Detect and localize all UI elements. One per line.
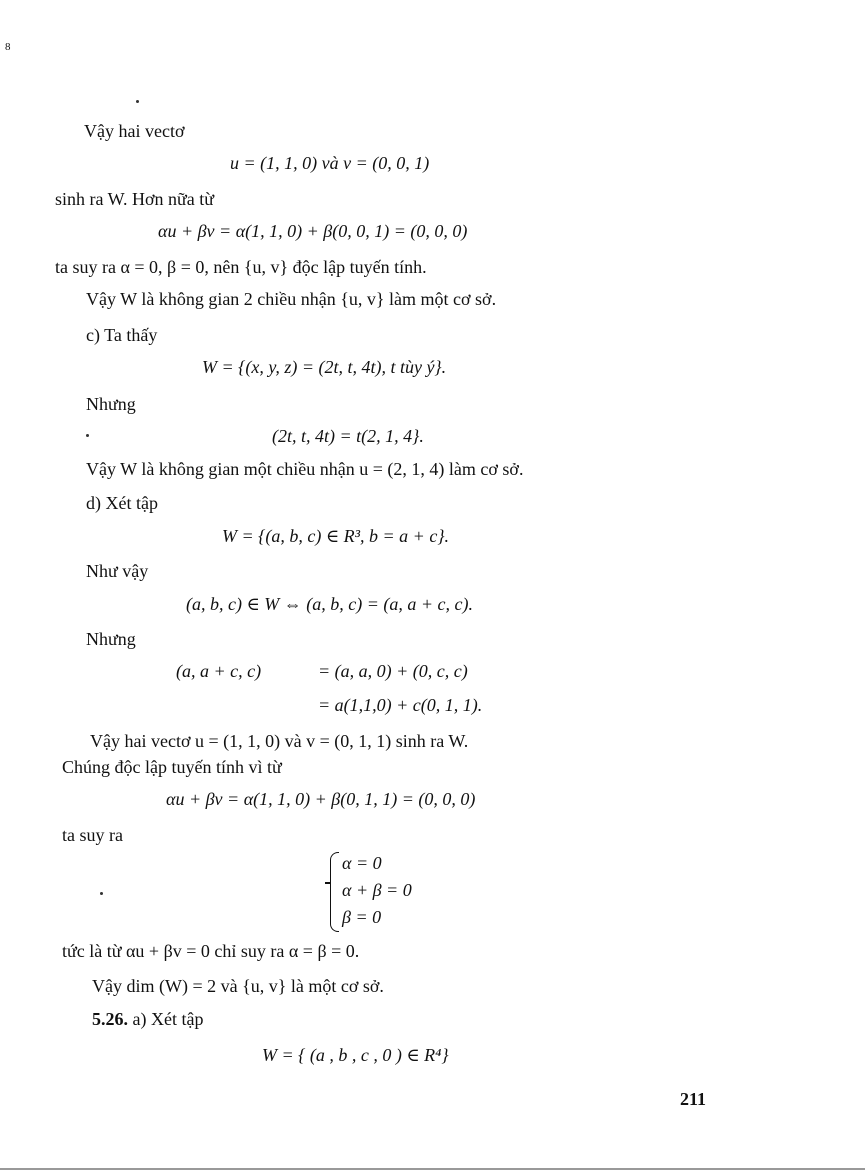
corner-mark: 8 (5, 41, 11, 53)
equation-set-W-c: W = {(x, y, z) = (2t, t, 4t), t tùy ý}. (202, 357, 447, 377)
equation-factor: (2t, t, 4t) = t(2, 1, 4}. (272, 426, 424, 446)
equation-equivalence: (a, b, c) ∈ W ⇔ (a, b, c) = (a, a + c, c). (186, 594, 474, 614)
text-line-22: ta suy ra (62, 825, 123, 845)
equation-decomposition-rhs2: = a(1,1,0) + c(0, 1, 1). (318, 695, 483, 715)
equation-set-W-526: W = { (a , b , c , 0 ) ∈ R⁴} (262, 1045, 449, 1065)
equation-decomposition-rhs1: = (a, a, 0) + (0, c, c) (318, 661, 468, 681)
system-eq-1: α = 0 (342, 853, 382, 873)
text-line-1: Vậy hai vectơ (84, 121, 185, 141)
text-line-3: sinh ra W. Hơn nữa từ (55, 189, 215, 209)
exercise-number: 5.26. (92, 1009, 128, 1029)
text-line-14: Như vậy (86, 561, 149, 581)
system-brace (330, 852, 339, 932)
system-eq-3: β = 0 (342, 907, 382, 927)
bottom-scan-edge (0, 1168, 865, 1170)
equation-linear-combination-2: αu + βv = α(1, 1, 0) + β(0, 1, 1) = (0, 0, 0) (166, 789, 476, 809)
page-number: 211 (680, 1089, 707, 1109)
equation-u-v: u = (1, 1, 0) và v = (0, 0, 1) (230, 153, 430, 173)
system-eq-2: α + β = 0 (342, 880, 412, 900)
equation-linear-combination-1: αu + βv = α(1, 1, 0) + β(0, 0, 1) = (0, 0, 0) (158, 221, 468, 241)
text-line-20: Chúng độc lập tuyến tính vì từ (62, 757, 282, 777)
text-line-16: Nhưng (86, 629, 136, 649)
exercise-heading (92, 1008, 203, 1030)
text-line-19: Vậy hai vectơ u = (1, 1, 0) và v = (0, 1, 1) sinh ra W. (90, 731, 469, 751)
text-line-24: Vậy dim (W) = 2 và {u, v} là một cơ sở. (92, 976, 384, 996)
text-line-6: Vậy W là không gian 2 chiều nhận {u, v} làm một cơ sở. (86, 289, 497, 309)
text-line-9: Nhưng (86, 394, 136, 414)
speck (86, 434, 89, 437)
exercise-text: a) Xét tập (128, 1009, 204, 1029)
equation-set-W-d: W = {(a, b, c) ∈ R³, b = a + c}. (222, 526, 450, 546)
text-line-11: Vậy W là không gian một chiều nhận u = (2, 1, 4) làm cơ sở. (86, 459, 524, 479)
speck (136, 100, 139, 103)
text-line-12: d) Xét tập (86, 493, 158, 513)
system-brace-tip (325, 882, 331, 884)
text-line-5: ta suy ra α = 0, β = 0, nên {u, v} độc lập tuyến tính. (55, 257, 427, 277)
speck (100, 892, 103, 895)
text-line-7: c) Ta thấy (86, 325, 158, 345)
text-line-23: tức là từ αu + βv = 0 chỉ suy ra α = β = 0. (62, 941, 360, 961)
equation-decomposition-lhs: (a, a + c, c) (176, 661, 262, 681)
